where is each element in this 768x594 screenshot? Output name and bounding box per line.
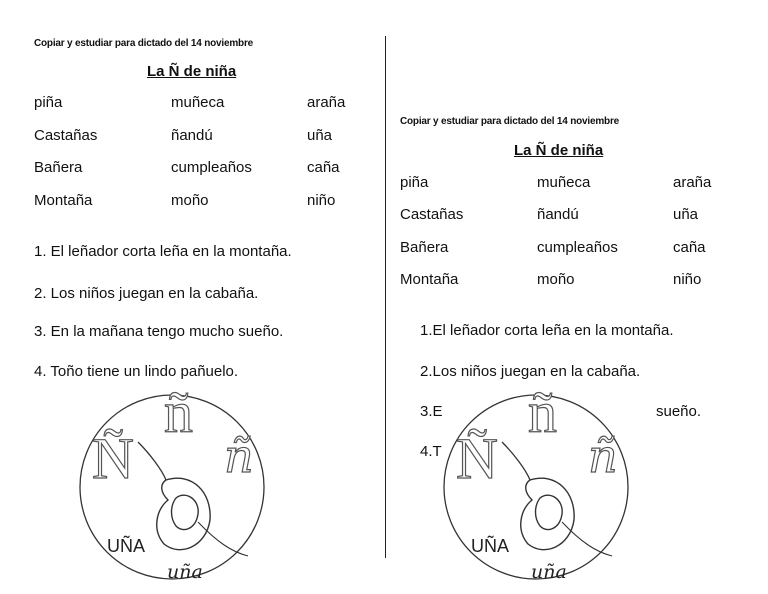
word: araña bbox=[673, 174, 712, 191]
word: niño bbox=[673, 271, 702, 288]
sentence: 1.El leñador corta leña en la montaña. bbox=[420, 322, 674, 339]
word: piña bbox=[400, 174, 429, 191]
word: muñeca bbox=[171, 94, 225, 111]
word: Castañas bbox=[34, 127, 98, 144]
word: uña bbox=[307, 127, 333, 144]
outlined-cursive-n-tilde: ñ bbox=[224, 429, 254, 483]
word: ñandú bbox=[171, 127, 213, 144]
sentence: 1. El leñador corta leña en la montaña. bbox=[34, 243, 292, 260]
worksheet-right bbox=[384, 0, 768, 594]
word-row bbox=[400, 239, 740, 261]
word: moño bbox=[537, 271, 575, 288]
word: cumpleaños bbox=[537, 239, 618, 256]
word-row bbox=[34, 94, 374, 116]
word: Castañas bbox=[400, 206, 464, 223]
word: moño bbox=[171, 192, 209, 209]
page-title: La Ñ de niña bbox=[514, 142, 604, 159]
outlined-cursive-n-tilde: ñ bbox=[588, 429, 618, 483]
word: niño bbox=[307, 192, 336, 209]
word: araña bbox=[307, 94, 346, 111]
caption-una-upper: UÑA bbox=[107, 536, 146, 556]
word: muñeca bbox=[537, 174, 591, 191]
word: cumpleaños bbox=[171, 159, 252, 176]
illustration-svg bbox=[72, 372, 272, 592]
word: Montaña bbox=[34, 192, 93, 209]
sentence: 4. Toño tiene un lindo pañuelo. bbox=[34, 363, 239, 380]
outlined-capital-n-tilde: Ñ bbox=[92, 426, 134, 491]
word: piña bbox=[34, 94, 63, 111]
caption-una-cursive: uña bbox=[531, 561, 567, 583]
word: caña bbox=[673, 239, 706, 256]
word-row bbox=[400, 271, 740, 293]
word: Bañera bbox=[400, 239, 449, 256]
sentence: 2.Los niños juegan en la cabaña. bbox=[420, 363, 641, 380]
word: caña bbox=[307, 159, 340, 176]
outlined-small-n-tilde: ñ bbox=[528, 380, 557, 445]
header-note: Copiar y estudiar para dictado del 14 noviembre bbox=[34, 38, 254, 49]
outlined-capital-n-tilde: Ñ bbox=[456, 426, 498, 491]
illustration-svg bbox=[436, 372, 636, 592]
sentence-fragment: sueño. bbox=[656, 403, 702, 420]
word-row bbox=[34, 159, 374, 181]
word-row bbox=[400, 174, 740, 196]
word: ñandú bbox=[537, 206, 579, 223]
caption-una-cursive: uña bbox=[167, 561, 203, 583]
word: Montaña bbox=[400, 271, 459, 288]
word: uña bbox=[673, 206, 699, 223]
sentence-fragment: 4.T bbox=[420, 443, 442, 460]
letter-n-illustration bbox=[436, 372, 636, 592]
outlined-small-n-tilde: ñ bbox=[164, 380, 193, 445]
letter-n-illustration bbox=[72, 372, 272, 592]
word-row bbox=[400, 206, 740, 228]
sentence: 2. Los niños juegan en la cabaña. bbox=[34, 285, 259, 302]
word-row bbox=[34, 127, 374, 149]
page-title: La Ñ de niña bbox=[147, 63, 237, 80]
sentence: 3. En la mañana tengo mucho sueño. bbox=[34, 323, 284, 340]
header-note: Copiar y estudiar para dictado del 14 noviembre bbox=[400, 116, 620, 127]
word-row bbox=[34, 192, 374, 214]
caption-una-upper: UÑA bbox=[471, 536, 510, 556]
word: Bañera bbox=[34, 159, 83, 176]
sentence-fragment: 3.E bbox=[420, 403, 443, 420]
